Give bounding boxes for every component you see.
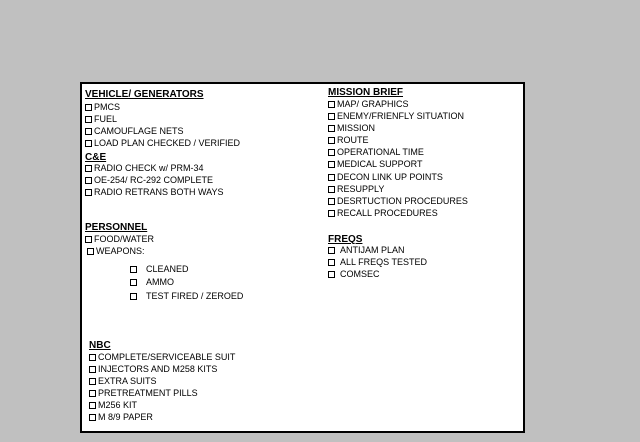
checkbox[interactable] [328, 149, 335, 156]
checklist-item[interactable]: EXTRA SUITS [89, 376, 157, 387]
checkbox[interactable] [89, 366, 96, 373]
freqs-heading: FREQS [328, 234, 363, 245]
checkbox[interactable] [85, 189, 92, 196]
nbc-heading: NBC [89, 340, 111, 351]
checklist-item[interactable]: MAP/ GRAPHICS [328, 99, 409, 110]
checkbox[interactable] [85, 177, 92, 184]
checkbox[interactable] [89, 378, 96, 385]
checklist-card [80, 82, 525, 433]
checklist-item[interactable]: RADIO CHECK w/ PRM-34 [85, 163, 204, 174]
checklist-subitem[interactable]: AMMO [130, 277, 174, 288]
checklist-item[interactable]: WEAPONS: [87, 246, 145, 257]
personnel-heading: PERSONNEL [85, 222, 148, 233]
checklist-subitem[interactable]: CLEANED [130, 264, 189, 275]
checklist-item[interactable]: FUEL [85, 114, 117, 125]
checklist-item[interactable]: M256 KIT [89, 400, 137, 411]
checklist-item[interactable]: PMCS [85, 102, 120, 113]
checklist-item[interactable]: COMSEC [328, 269, 380, 280]
mission-heading: MISSION BRIEF [328, 87, 404, 98]
checklist-item[interactable]: RECALL PROCEDURES [328, 208, 438, 219]
checkbox[interactable] [328, 101, 335, 108]
checkbox[interactable] [328, 210, 335, 217]
checkbox[interactable] [328, 271, 335, 278]
checkbox[interactable] [130, 266, 137, 273]
checkbox[interactable] [328, 113, 335, 120]
checklist-item[interactable]: OE-254/ RC-292 COMPLETE [85, 175, 213, 186]
checkbox[interactable] [328, 198, 335, 205]
checklist-item[interactable]: ALL FREQS TESTED [328, 257, 427, 268]
checklist-item[interactable]: RESUPPLY [328, 184, 384, 195]
checkbox[interactable] [328, 186, 335, 193]
checkbox[interactable] [328, 247, 335, 254]
checklist-item[interactable]: RADIO RETRANS BOTH WAYS [85, 187, 224, 198]
checklist-item[interactable]: MEDICAL SUPPORT [328, 159, 423, 170]
checklist-item[interactable]: M 8/9 PAPER [89, 412, 153, 423]
checklist-item[interactable]: ROUTE [328, 135, 369, 146]
checkbox[interactable] [89, 402, 96, 409]
vehicle-heading: VEHICLE/ GENERATORS [85, 89, 204, 100]
checklist-item[interactable]: INJECTORS AND M258 KITS [89, 364, 217, 375]
checkbox[interactable] [85, 140, 92, 147]
checklist-item[interactable]: FOOD/WATER [85, 234, 154, 245]
checkbox[interactable] [85, 128, 92, 135]
checkbox[interactable] [85, 236, 92, 243]
checklist-subitem[interactable]: TEST FIRED / ZEROED [130, 291, 243, 302]
checkbox[interactable] [328, 137, 335, 144]
checkbox[interactable] [89, 390, 96, 397]
checkbox[interactable] [328, 174, 335, 181]
checkbox[interactable] [85, 165, 92, 172]
checklist-item[interactable]: OPERATIONAL TIME [328, 147, 424, 158]
checkbox[interactable] [328, 125, 335, 132]
checkbox[interactable] [85, 104, 92, 111]
checklist-item[interactable]: CAMOUFLAGE NETS [85, 126, 184, 137]
checkbox[interactable] [328, 259, 335, 266]
checklist-item[interactable]: ANTIJAM PLAN [328, 245, 405, 256]
checkbox[interactable] [85, 116, 92, 123]
checkbox[interactable] [328, 161, 335, 168]
checkbox[interactable] [87, 248, 94, 255]
ce-heading: C&E [85, 152, 107, 163]
checklist-item[interactable]: LOAD PLAN CHECKED / VERIFIED [85, 138, 240, 149]
checklist-item[interactable]: PRETREATMENT PILLS [89, 388, 198, 399]
checklist-item[interactable]: MISSION [328, 123, 375, 134]
checkbox[interactable] [89, 414, 96, 421]
checklist-item[interactable]: COMPLETE/SERVICEABLE SUIT [89, 352, 235, 363]
checklist-item[interactable]: DECON LINK UP POINTS [328, 172, 443, 183]
checkbox[interactable] [130, 293, 137, 300]
checklist-item[interactable]: DESRTUCTION PROCEDURES [328, 196, 468, 207]
checkbox[interactable] [130, 279, 137, 286]
checkbox[interactable] [89, 354, 96, 361]
checklist-item[interactable]: ENEMY/FRIENFLY SITUATION [328, 111, 464, 122]
